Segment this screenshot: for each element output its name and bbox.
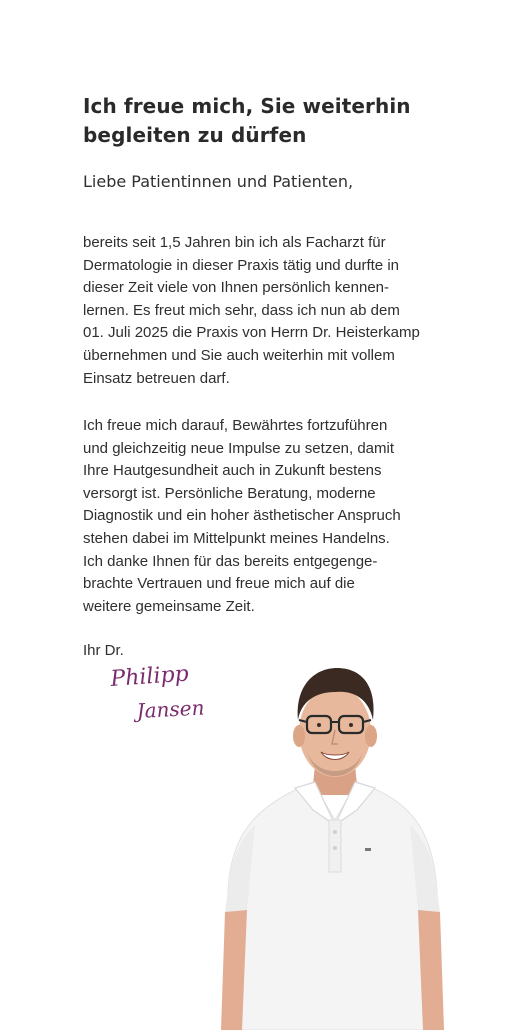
closing-line: Ihr Dr. [83, 642, 124, 659]
salutation: Liebe Patientinnen und Patienten, [83, 172, 354, 191]
paragraph-line: brachte Vertrauen und freue mich auf die [83, 575, 355, 593]
paragraph-line: übernehmen und Sie auch weiterhin mit vollem [83, 346, 395, 364]
paragraph-line: Dermatologie in dieser Praxis tätig und durfte in [83, 256, 399, 274]
paragraph-line: versorgt ist. Persönliche Beratung, moderne [83, 484, 376, 502]
paragraph-intro [83, 232, 443, 390]
paragraph-line: Diagnostik und ein hoher ästhetischer Anspruch [83, 507, 401, 525]
paragraph-line: dieser Zeit viele von Ihnen persönlich kennen- [83, 279, 390, 297]
paragraph-line: Einsatz betreuen darf. [83, 369, 230, 387]
paragraph-line: 01. Juli 2025 die Praxis von Herrn Dr. Heisterkamp [83, 324, 420, 342]
svg-text:Jansen: Jansen [136, 695, 205, 723]
svg-text:Philipp: Philipp [109, 661, 190, 692]
paragraph-line: stehen dabei im Mittelpunkt meines Handelns. [83, 529, 390, 547]
paragraph-line: und gleichzeitig neue Impulse zu setzen, damit [83, 439, 395, 457]
paragraph-line: lernen. Es freut mich sehr, dass ich nun ab dem [83, 301, 400, 319]
paragraph-vision [83, 415, 443, 618]
paragraph-line: Ich freue mich darauf, Bewährtes fortzuführen [83, 417, 388, 434]
paragraph-line: Ich danke Ihnen für das bereits entgegenge- [83, 552, 378, 570]
paragraph-line: bereits seit 1,5 Jahren bin ich als Facharzt für [83, 234, 386, 251]
paragraph-line: weitere gemeinsame Zeit. [83, 597, 255, 615]
handwritten-signature [105, 660, 245, 730]
paragraph-line: Ihre Hautgesundheit auch in Zukunft bestens [83, 462, 382, 480]
letter-heading: Ich freue mich, Sie weiterhin begleiten zu dürfen [83, 94, 411, 147]
